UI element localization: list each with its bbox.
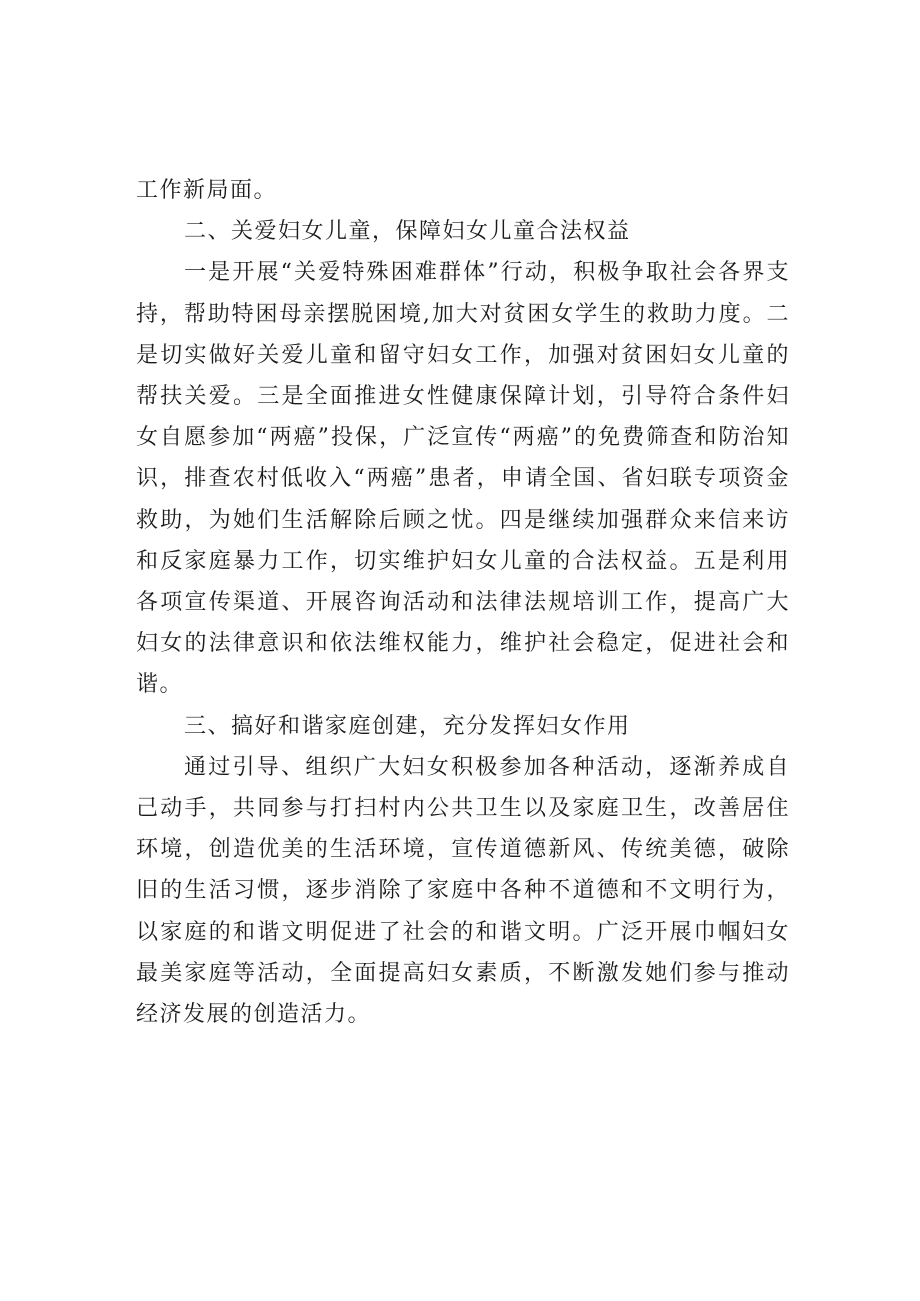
document-body [136, 170, 790, 1035]
section-heading-two: 二、关爱妇女儿童，保障妇女儿童合法权益 [184, 219, 631, 245]
paragraph-care-women-children: 一是开展“关爱特殊困难群体”行动，积极争取社会各界支持，帮助特困母亲摆脱困境,加大对贫困女学生的救助力度。二是切实做好关爱儿童和留守妇女工作，加强对贫困妇女儿童的帮扶关爱。三是全面推进女性健康保障计划，引导符合条件妇女自愿参加“两癌”投保，广泛宣传“两癌”的免费筛查和防治知识，排查农村低收入“两癌”患者，申请全国、省妇联专项资金救助，为她们生活解除后顾之忧。四是继续加强群众来信来访和反家庭暴力工作，切实维护妇女儿童的合法权益。五是利用各项宣传渠道、开展咨询活动和法律法规培训工作，提高广大妇女的法律意识和依法维权能力，维护社会稳定，促进社会和谐。 [136, 260, 790, 698]
section-heading-three: 三、搞好和谐家庭创建，充分发挥妇女作用 [184, 713, 631, 739]
paragraph-harmonious-family: 通过引导、组织广大妇女积极参加各种活动，逐渐养成自己动手，共同参与打扫村内公共卫生以及家庭卫生，改善居住环境，创造优美的生活环境，宣传道德新风、传统美德，破除旧的生活习惯，逐步消除了家庭中各种不道德和不文明行为，以家庭的和谐文明促进了社会的和谐文明。广泛开展巾帼妇女最美家庭等活动，全面提高妇女素质，不断激发她们参与推动经济发展的创造活力。 [136, 754, 790, 1028]
paragraph-continuation: 工作新局面。 [136, 178, 278, 203]
